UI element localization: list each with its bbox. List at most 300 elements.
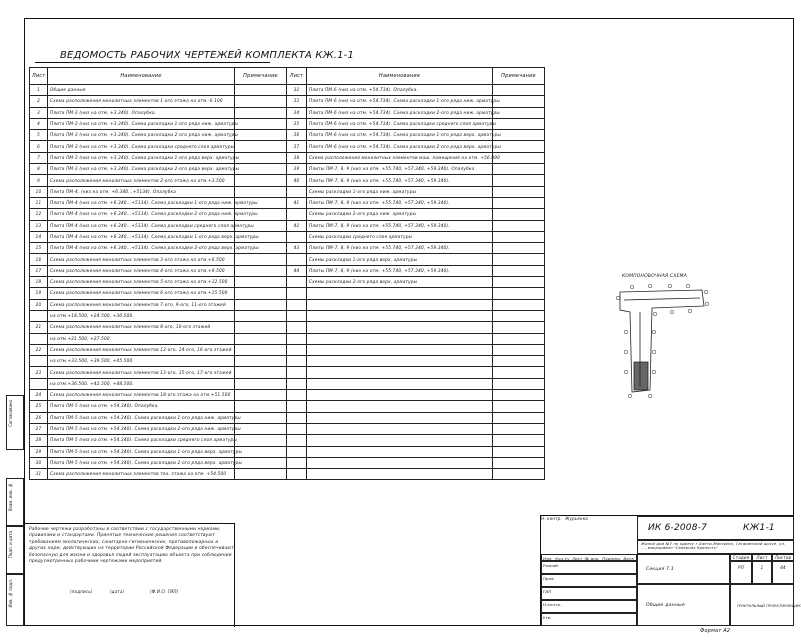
sheet-title: Плита ПМ-6 (низ на отм. +54.734). Схема раскладки 1-ого ряда верх. арматуры [307, 130, 493, 141]
empty-cell [287, 457, 307, 468]
table-row [30, 423, 287, 434]
sheet-number: 1 [30, 85, 48, 96]
table-row [30, 446, 287, 457]
table-row [30, 288, 287, 299]
sheet-number: 10 [30, 186, 48, 197]
sheet-number: 39 [287, 164, 307, 175]
header-note: Примечание [493, 68, 545, 85]
stamp-ncontr-label: Н. контр. Журьянко [541, 516, 588, 521]
table-row [30, 243, 287, 254]
empty-cell [307, 310, 493, 321]
sheet-number: 16 [30, 254, 48, 265]
table-row [287, 152, 545, 163]
page-title: ВЕДОМОСТЬ РАБОЧИХ ЧЕРТЕЖЕЙ КОМПЛЕКТА КЖ.1-1 [60, 50, 355, 61]
stamp-role-row: Н.контр. [541, 600, 637, 613]
sheet-title: Плиты ПМ-7, 8, 9 (низ на отм. +55.740, +57.340, +59.340). [307, 197, 493, 208]
sheet-title: Схема расположения монолитных элементов 1-ого этажа на отм.-0.100 [48, 96, 235, 107]
sheet-number: 21 [30, 322, 48, 333]
table-row [30, 457, 287, 468]
sheet-note [493, 164, 545, 175]
sheet-note [235, 367, 287, 378]
stamp-sheet-name: Общие данные [637, 584, 730, 626]
sheet-note [235, 333, 287, 344]
empty-cell [307, 446, 493, 457]
sheet-title: Плита ПМ-3 (низ на отм. +3.340). Опалубка. [48, 107, 235, 118]
sheet-number: 25 [30, 401, 48, 412]
sheet-title: Плиты ПМ-7, 8, 9 (низ на отм. +55.740, +57.340, +59.340). [307, 220, 493, 231]
empty-cell [493, 322, 545, 333]
sheet-title: Плита ПМ-6 (низ на отм. +54.734). Схема раскладки среднего слоя арматуры [307, 118, 493, 129]
empty-cell [493, 446, 545, 457]
sheet-title-cont: на отм.+21.500, +27.500. [48, 333, 235, 344]
table-row [30, 231, 287, 242]
table-row [30, 390, 287, 401]
table-row-empty [287, 401, 545, 412]
table-header-row [287, 68, 545, 85]
sheet-note [235, 107, 287, 118]
sheet-number: 30 [30, 457, 48, 468]
empty-cell [307, 457, 493, 468]
table-row [30, 356, 287, 367]
sheet-note [235, 152, 287, 163]
side-label: Согласовано [8, 400, 13, 427]
empty-cell [493, 390, 545, 401]
sheet-number: 35 [287, 118, 307, 129]
empty-cell [287, 367, 307, 378]
table-row-empty [287, 423, 545, 434]
table-row [287, 96, 545, 107]
table-header-row [30, 68, 287, 85]
table-row [287, 243, 545, 254]
sheet-note [235, 356, 287, 367]
sheet-title: Плита ПМ-6 (низ на отм. +54.734). Схема раскладки 2-ого ряда верх. арматуры [307, 141, 493, 152]
table-row [287, 277, 545, 288]
sheet-number: 36 [287, 130, 307, 141]
empty-cell [287, 288, 307, 299]
table-row-empty [287, 367, 545, 378]
table-row-empty [287, 344, 545, 355]
sheet-note [235, 310, 287, 321]
table-row [287, 141, 545, 152]
table-row [30, 197, 287, 208]
sheet-note [235, 186, 287, 197]
sheet-title: Схема расположения монолитных элементов 18-ого этажа на отм.+51.500 [48, 390, 235, 401]
title-block [540, 515, 801, 626]
table-row [30, 367, 287, 378]
sheet-note [235, 401, 287, 412]
sheet-number [287, 277, 307, 288]
empty-cell [307, 435, 493, 446]
sheet-title: Схема расположения монолитных элементов тех. этажа на отм. +54.500 [48, 469, 235, 480]
sheet-note [235, 412, 287, 423]
sheet-title-cont: Схемы раскладки 1-ого ряда верх. арматуры [307, 254, 493, 265]
sheet-title: Схема расположения монолитных элементов 2-ого этажа на отм.+3.500 [48, 175, 235, 186]
stamp-role-row: Пров. [541, 574, 637, 587]
empty-cell [493, 299, 545, 310]
sheet-note [493, 118, 545, 129]
table-row [30, 152, 287, 163]
sheet-note [493, 85, 545, 96]
empty-cell [493, 367, 545, 378]
sheet-note [493, 243, 545, 254]
empty-cell [493, 435, 545, 446]
sheet-number: 3 [30, 107, 48, 118]
table-row [30, 209, 287, 220]
empty-cell [307, 333, 493, 344]
sheet-number: 27 [30, 423, 48, 434]
table-row [30, 265, 287, 276]
sheet-title: Схема расположения монолитных элементов маш. помещения на отм. +56.890 [307, 152, 493, 163]
sheet-title-cont: на отм.+36.500, +42.500, +48.500. [48, 378, 235, 389]
table-row [30, 333, 287, 344]
sheet-title: Плита ПМ-3 (низ на отм. +3.340). Схема раскладки 1-ого ряда ниж. арматуры [48, 118, 235, 129]
sheet-title: Плита ПМ-5 (низ на отм. +54.340). Схема раскладки 2-ого ряда верх. арматуры [48, 457, 235, 468]
sheet-title-cont: на отм.+18.500, +24.500, +30.500. [48, 310, 235, 321]
header-name: Наименование [307, 68, 493, 85]
sheet-note [493, 265, 545, 276]
sheet-number: 17 [30, 265, 48, 276]
building-outline [620, 290, 704, 392]
header-sheet: Лист [30, 68, 48, 85]
table-row-empty [287, 310, 545, 321]
sheet-register-right [286, 67, 545, 480]
empty-cell [287, 446, 307, 457]
table-row [287, 254, 545, 265]
stamp-org: ГЕНЕРАЛЬНЫЙ ПРОЕКТИРОВЩИК [730, 584, 794, 626]
empty-cell [287, 299, 307, 310]
table-row [30, 344, 287, 355]
sheet-number: 28 [30, 435, 48, 446]
table-row [30, 164, 287, 175]
table-row-empty [287, 469, 545, 480]
stamp-section: Секция 7.1 [637, 554, 730, 584]
sheet-note [235, 299, 287, 310]
empty-cell [307, 378, 493, 389]
sheet-title: Плита ПМ-4 (низ на отм. +6.340...+5134). Схема раскладки 1-ого ряда ниж. арматуры [48, 197, 235, 208]
table-row-empty [287, 322, 545, 333]
sheet-number: 34 [287, 107, 307, 118]
empty-cell [287, 423, 307, 434]
sheet-note [493, 186, 545, 197]
empty-cell [307, 412, 493, 423]
sheet-title: Схема расположения монолитных элементов 7-ого, 9-ого, 11-ого этажей [48, 299, 235, 310]
stamp-sheet: 1 [752, 561, 772, 584]
sheet-title: Схема расположения монолитных элементов 13-ого, 15-ого, 17-ого этажей [48, 367, 235, 378]
sheet-number: 11 [30, 197, 48, 208]
sheet-title: Плита ПМ-4 (низ на отм. +6.340...+5134). Схема раскладки 2-ого ряда верх. арматуры [48, 243, 235, 254]
empty-cell [307, 356, 493, 367]
sheet-number: 14 [30, 231, 48, 242]
sheet-number: 13 [30, 220, 48, 231]
table-row-empty [287, 390, 545, 401]
sheet-note [235, 265, 287, 276]
sheet-number: 24 [30, 390, 48, 401]
table-row [30, 186, 287, 197]
sheet-number: 26 [30, 412, 48, 423]
sheet-title: Схема расположения монолитных элементов 5-ого этажа на отм.+12.500 [48, 277, 235, 288]
table-row [30, 107, 287, 118]
table-row [30, 175, 287, 186]
table-row-empty [287, 378, 545, 389]
empty-cell [493, 423, 545, 434]
stamp-sheet-header: Лист [752, 554, 772, 561]
sheet-title: Плита ПМ-3 (низ на отм. +3.340). Схема раскладки среднего слоя арматуры [48, 141, 235, 152]
table-row-empty [287, 412, 545, 423]
sheet-note [235, 175, 287, 186]
sheet-note [493, 152, 545, 163]
sheet-note [493, 231, 545, 242]
table-row [287, 186, 545, 197]
sheet-number: 6 [30, 141, 48, 152]
stamp-columns-row: Изм. Кол.уч Лист № док. Подпись Дата [541, 554, 637, 561]
stamp-stage-header: Стадия [730, 554, 752, 561]
sheet-title: Схема расположения монолитных элементов 8-ого, 10-ого этажей [48, 322, 235, 333]
table-row-empty [287, 288, 545, 299]
sheet-note [235, 469, 287, 480]
empty-cell [307, 423, 493, 434]
sheet-title: Плита ПМ-3 (низ на отм. +3.340). Схема раскладки 2-ого ряда верх. арматуры [48, 164, 235, 175]
table-row-empty [287, 435, 545, 446]
sheet-number: 20 [30, 299, 48, 310]
stamp-stage: РП [730, 561, 752, 584]
header-sheet: Лист [287, 68, 307, 85]
table-row [30, 96, 287, 107]
sheet-note [235, 457, 287, 468]
table-row-empty [287, 446, 545, 457]
general-notes: Рабочие чертежи разработаны в соответствии с государственными нормами, правилами и стандартами. Принятые технические решения соответствуют требованиям экологических, санитарно-гигиенических, противопожарных и других норм, действующих на территории Российской Федерации и обеспечивают безопасную для жизни и здоровья людей эксплуатацию объекта при соблюдении предусмотренных рабочими чертежами мероприятий. [29, 527, 234, 565]
sheet-title-cont: Схемы раскладки 2-ого ряда ниж. арматуры [307, 209, 493, 220]
table-row [287, 175, 545, 186]
sheet-note [493, 254, 545, 265]
empty-cell [307, 367, 493, 378]
table-row [30, 220, 287, 231]
sheet-number: 40 [287, 175, 307, 186]
sheet-number: 8 [30, 164, 48, 175]
empty-cell [307, 299, 493, 310]
table-row [30, 130, 287, 141]
sheet-note [493, 107, 545, 118]
empty-cell [287, 390, 307, 401]
sheet-title: Схема расположения монолитных элементов 4-ого этажа на отм.+9.500 [48, 265, 235, 276]
side-label: Подп. и дата [8, 531, 13, 559]
stamp-sheets: 44 [772, 561, 794, 584]
sheet-title-cont: Схемы раскладки среднего слоя арматуры [307, 231, 493, 242]
table-row [30, 469, 287, 480]
sheet-number: 5 [30, 130, 48, 141]
table-row [30, 412, 287, 423]
sheet-number: 4 [30, 118, 48, 129]
sheet-title: Плита ПМ-5 (низ на отм. +54.340). Опалубка. [48, 401, 235, 412]
register-body-right [287, 85, 545, 480]
sheet-note [235, 118, 287, 129]
table-row [287, 130, 545, 141]
empty-cell [287, 378, 307, 389]
table-row [287, 209, 545, 220]
signature-label: (подпись) [70, 589, 93, 594]
table-row-empty [287, 333, 545, 344]
empty-cell [493, 401, 545, 412]
table-row-empty [287, 457, 545, 468]
empty-cell [493, 310, 545, 321]
empty-cell [307, 390, 493, 401]
sheet-note [493, 175, 545, 186]
sheet-note [235, 423, 287, 434]
sheet-note [235, 446, 287, 457]
sheet-title: Плита ПМ-6 (низ на отм. +54.734). Схема раскладки 2-ого ряда ниж. арматуры [307, 107, 493, 118]
sheet-note [493, 96, 545, 107]
sheet-number [287, 231, 307, 242]
sheet-title: Схема расположения монолитных элементов 6-ого этажа на отм.+15.500 [48, 288, 235, 299]
sheet-number: 31 [30, 469, 48, 480]
table-row [287, 107, 545, 118]
empty-cell [493, 412, 545, 423]
table-row [30, 277, 287, 288]
sheet-note [235, 322, 287, 333]
stamp-role-row: Утв. [541, 613, 637, 626]
table-row [30, 401, 287, 412]
empty-cell [287, 401, 307, 412]
sheet-number: 2 [30, 96, 48, 107]
sheet-title-cont: на отм.+33.500, +39.500, +45.500. [48, 356, 235, 367]
stamp-role-row: ГИП [541, 587, 637, 600]
table-row [287, 220, 545, 231]
table-row [30, 254, 287, 265]
header-name: Наименование [48, 68, 235, 85]
empty-cell [307, 322, 493, 333]
sheet-title: Плиты ПМ-7, 8, 9 (низ на отм. +55.740, +57.340, +59.340). [307, 243, 493, 254]
stamp-code: ИК 6-2008-7 КЖ1-1 [637, 516, 794, 540]
sheet-number [30, 310, 48, 321]
empty-cell [287, 469, 307, 480]
sheet-note [235, 288, 287, 299]
sheet-note [493, 197, 545, 208]
empty-cell [493, 457, 545, 468]
hatched-section [634, 362, 648, 390]
empty-cell [287, 435, 307, 446]
empty-cell [307, 288, 493, 299]
empty-cell [287, 322, 307, 333]
sheet-title: Плита ПМ-3 (низ на отм. +3.340). Схема раскладки 2-ого ряда ниж. арматуры [48, 130, 235, 141]
table-row [287, 197, 545, 208]
empty-cell [493, 288, 545, 299]
sheet-title: Общие данные [48, 85, 235, 96]
table-row [30, 299, 287, 310]
empty-cell [287, 310, 307, 321]
sheet-note [493, 209, 545, 220]
plan-title: КОМПОНОВОЧНАЯ СХЕМА [622, 274, 688, 279]
table-row [30, 310, 287, 321]
table-row [30, 322, 287, 333]
sheet-title: Плита ПМ-3 (низ на отм. +3.340). Схема раскладки 1-ого ряда верх. арматуры [48, 152, 235, 163]
sheet-note [235, 141, 287, 152]
sheet-note [235, 130, 287, 141]
sheet-title: Плита ПМ-4 (низ на отм. +6.340...+5134). Схема раскладки среднего слоя арматуры [48, 220, 235, 231]
table-row [30, 141, 287, 152]
empty-cell [287, 333, 307, 344]
sheet-title: Плита ПМ-5 (низ на отм. +54.340). Схема раскладки 2-ого ряда ниж. арматуры [48, 423, 235, 434]
side-label: Инв. № подл. [8, 579, 13, 608]
sheet-note [235, 435, 287, 446]
sheet-title: Плита ПМ-4 (низ на отм. +6.340...+5134). Схема раскладки 1-ого ряда верх. арматуры [48, 231, 235, 242]
sheet-title-cont: Схемы раскладки 2-ого ряда верх. арматуры [307, 277, 493, 288]
table-row-empty [287, 299, 545, 310]
empty-cell [493, 469, 545, 480]
sheet-note [235, 344, 287, 355]
empty-cell [493, 356, 545, 367]
sheet-number: 23 [30, 367, 48, 378]
gip-name-label: (Ф.И.О. ГИП) [150, 589, 179, 594]
sheet-number: 41 [287, 197, 307, 208]
sheet-number: 33 [287, 96, 307, 107]
side-label: Взам. инв. № [8, 483, 13, 511]
sheet-number: 9 [30, 175, 48, 186]
sheet-note [235, 164, 287, 175]
empty-cell [307, 469, 493, 480]
sheet-note [235, 254, 287, 265]
empty-cell [307, 344, 493, 355]
table-row [30, 378, 287, 389]
sheet-number [30, 378, 48, 389]
empty-cell [287, 412, 307, 423]
sheet-number: 42 [287, 220, 307, 231]
empty-cell [493, 378, 545, 389]
sheet-title-cont: Схемы раскладки 1-ого ряда ниж. арматуры [307, 186, 493, 197]
sheet-number: 12 [30, 209, 48, 220]
sheet-number: 29 [30, 446, 48, 457]
sheet-note [235, 390, 287, 401]
table-row [30, 435, 287, 446]
empty-cell [287, 356, 307, 367]
sheet-note [493, 220, 545, 231]
table-row-empty [287, 356, 545, 367]
sheet-title: Плита ПМ-4, (низ на отм. +6.340...+5134). Опалубка [48, 186, 235, 197]
sheet-number: 32 [287, 85, 307, 96]
sheet-note [235, 378, 287, 389]
sheet-number: 37 [287, 141, 307, 152]
sheet-note [493, 277, 545, 288]
sheet-title: Плита ПМ-5 (низ на отм. +54.340). Схема раскладки среднего слоя арматуры [48, 435, 235, 446]
sheet-title: Схема расположения монолитных элементов 3-ого этажа на отм.+6.500 [48, 254, 235, 265]
sheet-number: 19 [30, 288, 48, 299]
sheet-title: Плиты ПМ-7, 8, 9 (низ на отм. +55.740, +57.340, +59.340). [307, 265, 493, 276]
stamp-role-row: Разраб. [541, 561, 637, 574]
sheet-number: 7 [30, 152, 48, 163]
sheet-title: Плита ПМ-6 (низ на отм. +54.734). Схема раскладки 1-ого ряда ниж. арматуры [307, 96, 493, 107]
sheet-title: Плита ПМ-5 (низ на отм. +54.340). Схема раскладки 1-ого ряда ниж. арматуры [48, 412, 235, 423]
sheet-note [235, 85, 287, 96]
sheet-number: 22 [30, 344, 48, 355]
table-row [287, 231, 545, 242]
sheet-number: 44 [287, 265, 307, 276]
empty-cell [287, 344, 307, 355]
sheet-number [287, 186, 307, 197]
header-note: Примечание [235, 68, 287, 85]
empty-cell [307, 401, 493, 412]
sheet-number [30, 333, 48, 344]
sheet-number: 38 [287, 152, 307, 163]
stamp-sheets-header: Листов [772, 554, 794, 561]
stamp-project: Жилой дом №7 по адресу г.Ханты-Мансийск, Гагаринский шоссе, ул. ..., микрорайон "Северная Крепость" [637, 540, 794, 554]
format-label: Формат А2 [700, 628, 731, 634]
sheet-note [235, 277, 287, 288]
date-label: (дата) [110, 589, 125, 594]
sheet-number: 15 [30, 243, 48, 254]
key-plan-diagram [612, 272, 712, 402]
empty-cell [493, 344, 545, 355]
sheet-number: 43 [287, 243, 307, 254]
sheet-title: Плиты ПМ-7, 8, 9 (низ на отм. +55.740, +57.340, +59.340). Опалубка [307, 164, 493, 175]
sheet-number [30, 356, 48, 367]
